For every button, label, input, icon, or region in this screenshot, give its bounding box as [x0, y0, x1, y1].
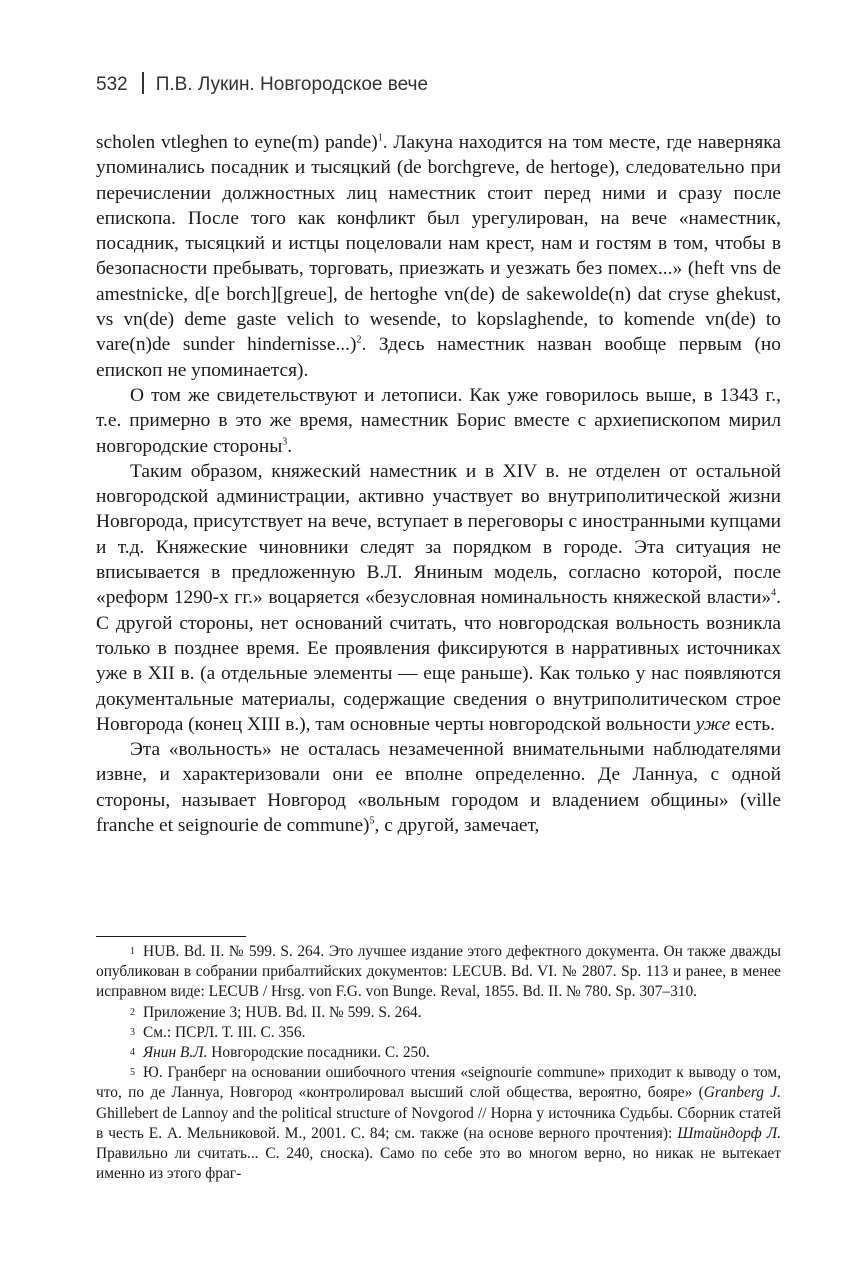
footnote-ref-4[interactable]: 4: [771, 587, 777, 599]
running-title: П.В. Лукин. Новгородское вече: [155, 74, 429, 95]
header-divider: [142, 72, 144, 94]
footnote-ref-2[interactable]: 2: [356, 334, 362, 346]
footnote-ref-3[interactable]: 3: [282, 436, 288, 448]
page-number: 532: [96, 74, 128, 95]
footnote-ref-5[interactable]: 5: [369, 815, 375, 827]
main-text: [96, 130, 781, 838]
footnote-number: 4: [130, 1047, 135, 1059]
emphasis: уже: [695, 713, 731, 735]
paragraph-4: Эта «вольность» не осталась незамеченной внимательными наблюдателями извне, и характеризовали они ее вполне определенно. Де Ланнуа, с одной стороны, называет Новгород «вольным городом и владением общины» (ville franche et seignourie de commune)$^5$, с другой, замечает,: [96, 739, 781, 837]
footnote-number: 2: [130, 1006, 135, 1018]
footnote-4: 4 Янин В.Л. Новгородские посадники. С. 250.: [96, 1043, 781, 1063]
running-header: [96, 72, 428, 96]
paragraph-1: scholen vtleghen to eyne(m) pande)$^1$. Лакуна находится на том месте, где наверняка упоминались посадник и тысяцкий (de borchgreve, de hertoge), следовательно при перечислении должностных лиц наместник стоит перед ними и сразу после епископа. После того как конфликт был урегулирован, на вече «наместник, посадник, тысяцкий и истцы поцеловали нам крест, нам и гостям в том, чтобы в безопасности пребывать, торговать, приезжать и уезжать без помех...» (heft vns de amestnicke, d[e borch][greue], de hertoghe vn(de) de sakewolde(n) dat cryse ghekust, vs vn(de) deme gaste velich to wesende, to kopslaghende, to komende vn(de) to vare(n)de sunder hindernisse...)$^2$. Здесь наместник назван вообще первым (но епископ не упоминается).: [96, 132, 781, 381]
footnote-author: Янин В.Л.: [143, 1044, 208, 1062]
footnote-author: Штайндорф Л.: [677, 1124, 782, 1142]
footnote-number: 1: [130, 946, 135, 957]
footnote-2: 2 Приложение 3; HUB. Bd. II. № 599. S. 264.: [96, 1003, 781, 1023]
footnote-3: 3 См.: ПСРЛ. Т. III. С. 356.: [96, 1023, 781, 1043]
paragraph-3: Таким образом, княжеский наместник и в XIV в. не отделен от остальной новгородской администрации, активно участвует во внутриполитической жизни Новгорода, присутствует на вече, вступает в переговоры с иностранными купцами и т.д. Княжеские чиновники следят за порядком в городе. Эта ситуация не вписывается в предложенную В.Л. Яниным модель, согласно которой, после «реформ 1290-х гг.» воцаряется «безусловная номинальность княжеской власти»$^4$. С другой стороны, нет оснований считать, что новгородская вольность возникла только в позднее время. Ее проявления фиксируются в нарративных источниках уже в XII в. (а отдельные элементы — еще раньше). Как только у нас появляются документальные материалы, содержащие сведения о внутриполитическом строе Новгорода (конец XIII в.), там основные черты новгородской вольности уже есть.: [96, 460, 781, 735]
footnote-1: 1 HUB. Bd. II. № 599. S. 264. Это лучшее издание этого дефектного документа. Он также дважды опубликован в собрании прибалтийских документов: LECUB. Bd. VI. № 2807. Sp. 113 и ранее, в менее исправном виде: LECUB / Hrsg. von F.G. von Bunge. Reval, 1855. Bd. II. № 780. Sp. 307–310.: [96, 943, 781, 1001]
footnote-5: 5 Ю. Гранберг на основании ошибочного чтения «seignourie commune» приходит к выводу о том, что, по де Ланнуа, Новгород «контролировал высший слой общества, вероятно, бояре» (Granberg J. Ghillebert de Lannoy and the political structure of Novgorod // Норна у источника Судьбы. Сборник статей в честь Е. А. Мельниковой. М., 2001. С. 84; см. также (на основе верного прочтения): Штайндорф Л. Правильно ли считать... С. 240, сноска). Само по себе это во многом верно, но никак не вытекает именно из этого фраг-: [96, 1064, 782, 1183]
footnote-number: 5: [130, 1067, 135, 1079]
footnote-number: 3: [130, 1026, 135, 1038]
footnote-author: Granberg J.: [703, 1084, 781, 1102]
footnote-separator: [96, 936, 246, 937]
footnote-ref-1[interactable]: 1: [377, 132, 383, 144]
paragraph-2: О том же свидетельствуют и летописи. Как уже говорилось выше, в 1343 г., т.е. примерно в это же время, наместник Борис вместе с архиепископом мирил новгородские стороны$^3$.: [96, 384, 781, 457]
footnotes: [96, 942, 781, 1184]
